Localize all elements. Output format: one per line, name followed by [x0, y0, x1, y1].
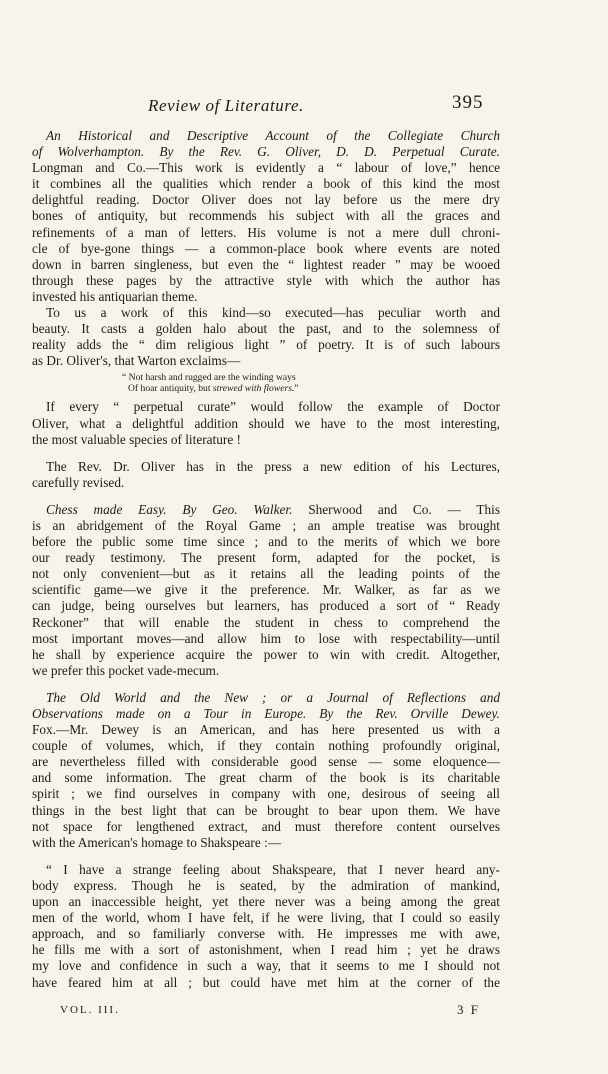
review-old-world-and-new	[32, 690, 500, 851]
text-line: most important moves—and allow him to lose with respectability—until	[32, 630, 500, 646]
text-line: approach, and so familiarly converse with. He impresses me with awe,	[32, 926, 500, 942]
text-line: The Rev. Dr. Oliver has in the press a new edition of his Lectures,	[46, 458, 500, 474]
signature-mark: 3 F	[457, 1002, 480, 1017]
text-line: are nevertheless filled with considerable good sense — some eloquence—	[32, 754, 500, 770]
text-line: To us a work of this kind—so executed—has peculiar worth and	[46, 305, 500, 321]
text-line: can judge, being ourselves but learners, has produced a sort of “ Ready	[32, 598, 500, 614]
text-line: and some information. The great charm of the book is its charitable	[32, 770, 500, 786]
text-line: reality adds the “ dim religious light ” of poetry. It is of such labours	[32, 337, 500, 353]
text-line: “ I have a strange feeling about Shakspeare, that I never heard any-	[46, 861, 500, 877]
running-head-title	[148, 96, 304, 116]
quote-line: “ Not harsh and rugged are the winding ways	[122, 372, 296, 384]
italic-title-text: strewed with flowers.	[212, 383, 295, 395]
volume-label: VOL. III.	[60, 1004, 120, 1016]
text-line: spirit ; we find ourselves in company with one, desirous of seeing all	[32, 786, 500, 802]
text-line: not space for lengthened extract, and must therefore content ourselves	[32, 818, 500, 834]
text-line: cle of bye-gone things — a common-place book where events are noted	[32, 240, 500, 256]
text-line: we prefer this pocket vade-mecum.	[32, 662, 220, 678]
text-line: Longman and Co.—This work is evidently a “ labour of love,” hence	[32, 160, 500, 176]
text-line: before the public some time since ; and to the merits of which we bore	[32, 534, 500, 550]
text-line: through these pages by the attractive style with which the author has	[32, 272, 500, 288]
review-wolverhampton-conclusion	[32, 399, 500, 447]
text-line: men of the world, whom I have felt, if he were living, that I could so easily	[32, 910, 500, 926]
text-line	[32, 144, 500, 160]
text-line: beauty. It casts a golden halo about the past, and to the solemness of	[32, 321, 500, 337]
text-line: have feared him at all ; but could have met him at the corner of the	[32, 974, 500, 990]
review-wolverhampton	[32, 128, 500, 369]
text-line: upon an inaccessible height, yet there never was a being among the great	[32, 894, 500, 910]
text-line: he shall by experience acquire the power to win with credit. Altogether,	[32, 646, 500, 662]
page-body	[32, 128, 500, 991]
text-line: refinements of a man of letters. His volume is not a mere dull chroni-	[32, 224, 500, 240]
text-line: delightful reading. Doctor Oliver does not lay before us the mere dry	[32, 192, 500, 208]
text-line: Reckoner” that will enable the student in chess to comprehend the	[32, 614, 500, 630]
text-line: as Dr. Oliver's, that Warton exclaims—	[32, 353, 241, 369]
text-line: Oliver, what a delightful addition should we have to the most interesting,	[32, 415, 500, 431]
text-line: couple of volumes, which, if they contain nothing profoundly original,	[32, 738, 500, 754]
text-line: body express. Though he is seated, by the admiration of mankind,	[32, 877, 500, 893]
text-line: not only convenient—but as it retains all the leading points of the	[32, 566, 500, 582]
text-line: with the American's homage to Shakspeare :—	[32, 834, 282, 850]
text-line: If every “ perpetual curate” would follow the example of Doctor	[46, 399, 500, 415]
italic-title-text: Review of Literature.	[148, 96, 304, 115]
text-line: Chess made Easy. By Geo. Walker. Sherwood and Co. — This	[46, 501, 500, 517]
text-line	[32, 706, 500, 722]
text-line: my love and confidence in such a way, that it seems to me I should not	[32, 958, 500, 974]
shakspeare-extract	[32, 862, 500, 991]
italic-title-text: of Wolverhampton. By the Rev. G. Oliver, D. D. Perpetual Curate.	[32, 144, 500, 160]
text-line: the most valuable species of literature !	[32, 431, 241, 447]
italic-title-text: Chess made Easy. By Geo. Walker.	[46, 501, 293, 517]
text-line: is an abridgement of the Royal Game ; an ample treatise was brought	[32, 517, 500, 533]
text-line: bones of antiquity, but recommends his subject with all the graces and	[32, 208, 500, 224]
spacer	[32, 679, 500, 690]
text-line: things in the best light that can be brought to bear upon them. We have	[32, 802, 500, 818]
spacer	[32, 491, 500, 502]
text-line: Fox.—Mr. Dewey is an American, and has here presented us with a	[32, 722, 500, 738]
text-line: down in barren singleness, but even the “ lightest reader ” may be wooed	[32, 256, 500, 272]
text-line: our ready testimony. The present form, adapted for the pocket, is	[32, 550, 500, 566]
text-line: invested his antiquarian theme.	[32, 288, 198, 304]
italic-title-text: The Old World and the New ; or a Journal of Reflections and	[46, 689, 500, 705]
notice-oliver-lectures	[32, 459, 500, 491]
spacer	[32, 851, 500, 862]
text-line	[32, 128, 500, 144]
page-number: 395	[452, 92, 484, 113]
quote-line: Of hoar antiquity, but strewed with flowers.”	[128, 383, 299, 395]
page-footer	[60, 1004, 480, 1020]
text-line: he fills me with a sort of astonishment, when I read him ; yet he draws	[32, 942, 500, 958]
text-line	[32, 690, 500, 706]
warton-quote	[122, 372, 500, 394]
text-line: carefully revised.	[32, 474, 125, 490]
italic-title-text: An Historical and Descriptive Account of the Collegiate Church	[46, 128, 500, 143]
spacer	[32, 448, 500, 459]
italic-title-text: Observations made on a Tour in Europe. By the Rev. Orville Dewey.	[32, 706, 500, 721]
review-chess-made-easy	[32, 502, 500, 679]
running-head	[0, 92, 608, 120]
text-line: it combines all the qualities which render a book of this kind the most	[32, 176, 500, 192]
text-line: scientific game—we give it the preference. Mr. Walker, as far as we	[32, 582, 500, 598]
